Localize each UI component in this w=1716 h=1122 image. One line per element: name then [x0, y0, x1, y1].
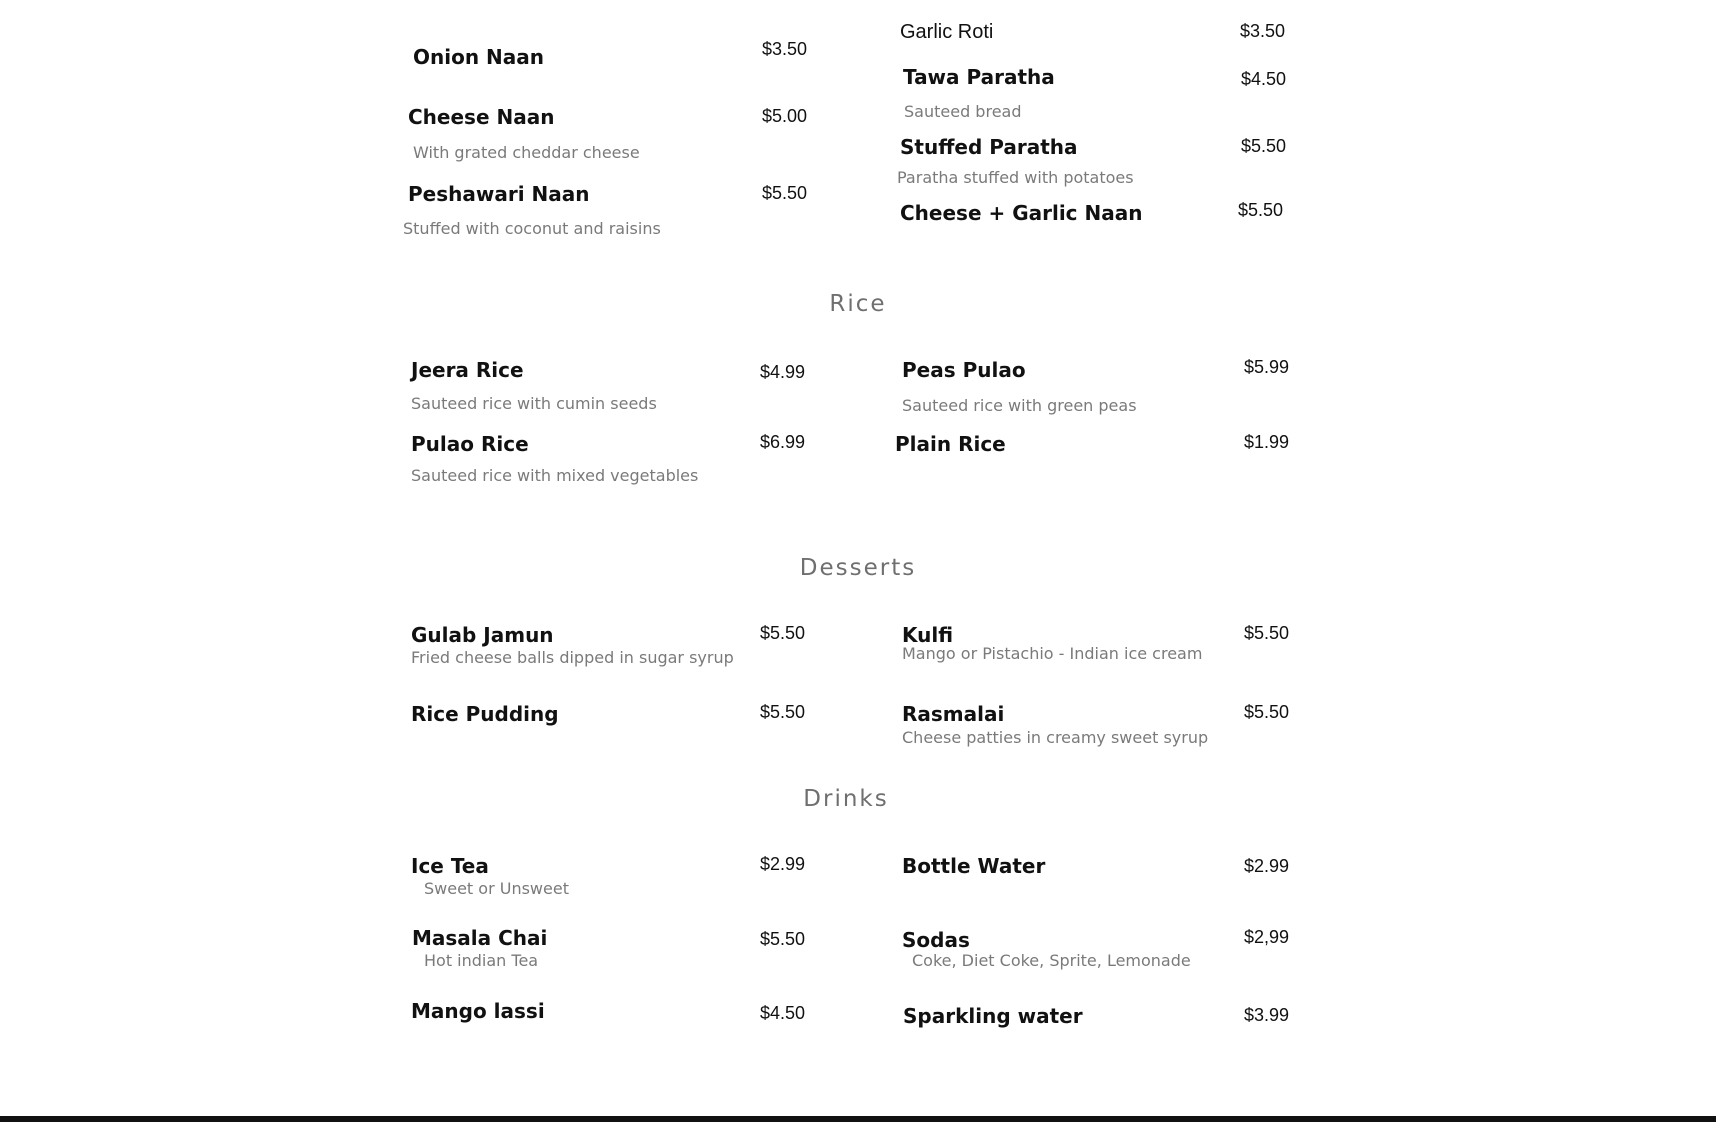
item-price-onion-naan: $3.50	[762, 39, 808, 59]
item-desc-stuffed-paratha: Paratha stuffed with potatoes	[897, 168, 1134, 187]
item-price-pulao-rice: $6.99	[760, 432, 806, 452]
item-desc-pulao-rice: Sauteed rice with mixed vegetables	[411, 466, 699, 485]
item-name-peshawari-naan: Peshawari Naan	[408, 182, 590, 206]
item-desc-cheese-naan: With grated cheddar cheese	[413, 143, 640, 162]
item-name-plain-rice: Plain Rice	[895, 432, 1006, 456]
item-name-mango-lassi: Mango lassi	[411, 999, 545, 1023]
item-price-garlic-roti: $3.50	[1240, 21, 1286, 41]
item-price-cheese-naan: $5.00	[762, 106, 808, 126]
item-price-peas-pulao: $5.99	[1244, 357, 1290, 377]
item-price-rasmalai: $5.50	[1244, 702, 1290, 722]
item-price-gulab-jamun: $5.50	[760, 623, 806, 643]
item-name-sodas: Sodas	[902, 928, 970, 952]
item-price-peshawari-naan: $5.50	[762, 183, 808, 203]
item-name-jeera-rice: Jeera Rice	[411, 358, 524, 382]
item-name-stuffed-paratha: Stuffed Paratha	[900, 135, 1078, 159]
item-name-rice-pudding: Rice Pudding	[411, 702, 559, 726]
item-desc-sodas: Coke, Diet Coke, Sprite, Lemonade	[912, 951, 1191, 970]
item-price-cheese-garlic-naan: $5.50	[1238, 200, 1284, 220]
item-price-mango-lassi: $4.50	[760, 1003, 806, 1023]
item-name-gulab-jamun: Gulab Jamun	[411, 623, 554, 647]
item-name-kulfi: Kulfi	[902, 623, 954, 647]
item-desc-jeera-rice: Sauteed rice with cumin seeds	[411, 394, 657, 413]
item-name-cheese-naan: Cheese Naan	[408, 105, 555, 129]
item-name-tawa-paratha: Tawa Paratha	[903, 65, 1055, 89]
item-price-kulfi: $5.50	[1244, 623, 1290, 643]
item-price-sodas: $2,99	[1244, 927, 1290, 947]
item-name-rasmalai: Rasmalai	[902, 702, 1005, 726]
item-price-sparkling-water: $3.99	[1244, 1005, 1290, 1025]
item-price-masala-chai: $5.50	[760, 929, 806, 949]
item-name-masala-chai: Masala Chai	[412, 926, 548, 950]
item-desc-ice-tea: Sweet or Unsweet	[424, 879, 569, 898]
item-name-cheese-garlic-naan: Cheese + Garlic Naan	[900, 201, 1143, 225]
item-price-tawa-paratha: $4.50	[1241, 69, 1287, 89]
page-bottom-bar	[0, 1116, 1716, 1122]
item-desc-masala-chai: Hot indian Tea	[424, 951, 539, 970]
section-title-desserts: Desserts	[799, 555, 917, 581]
item-name-bottle-water: Bottle Water	[902, 854, 1046, 878]
item-name-peas-pulao: Peas Pulao	[902, 358, 1026, 382]
item-desc-tawa-paratha: Sauteed bread	[904, 102, 1022, 121]
item-desc-peas-pulao: Sauteed rice with green peas	[902, 396, 1137, 415]
section-title-drinks: Drinks	[803, 786, 889, 812]
section-title-rice: Rice	[829, 291, 887, 317]
item-price-plain-rice: $1.99	[1244, 432, 1290, 452]
item-name-pulao-rice: Pulao Rice	[411, 432, 529, 456]
item-price-stuffed-paratha: $5.50	[1241, 136, 1287, 156]
item-price-rice-pudding: $5.50	[760, 702, 806, 722]
item-name-onion-naan: Onion Naan	[413, 45, 545, 69]
item-price-jeera-rice: $4.99	[760, 362, 806, 382]
item-desc-rasmalai: Cheese patties in creamy sweet syrup	[902, 728, 1209, 747]
item-desc-peshawari-naan: Stuffed with coconut and raisins	[403, 219, 661, 238]
item-name-ice-tea: Ice Tea	[411, 854, 489, 878]
item-price-ice-tea: $2.99	[760, 854, 806, 874]
item-desc-gulab-jamun: Fried cheese balls dipped in sugar syrup	[411, 648, 734, 667]
item-name-garlic-roti: Garlic Roti	[900, 21, 994, 43]
item-name-sparkling-water: Sparkling water	[903, 1004, 1083, 1028]
item-desc-kulfi: Mango or Pistachio - Indian ice cream	[902, 644, 1203, 663]
item-price-bottle-water: $2.99	[1244, 856, 1290, 876]
